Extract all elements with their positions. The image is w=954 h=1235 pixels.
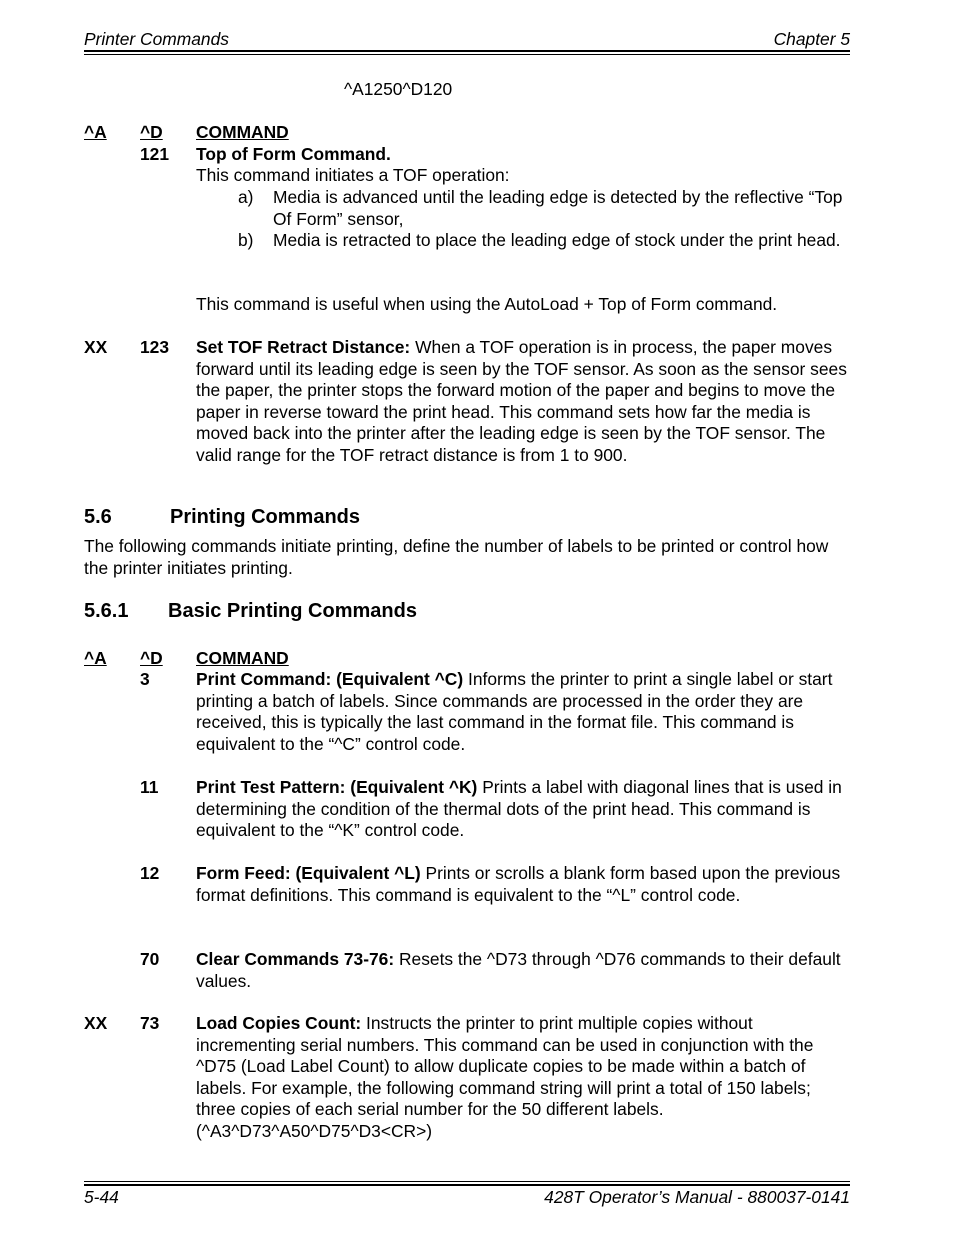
- cmd-73-code: 73: [140, 1013, 160, 1033]
- cmd-3-code: 3: [140, 669, 150, 689]
- cmd-121-item-a-letter: a): [238, 187, 254, 207]
- cmd-121-item-a-text: Media is advanced until the leading edge is detected by the reflective “Top Of Form” sensor,: [273, 187, 843, 229]
- col-command-header: COMMAND: [196, 122, 289, 142]
- cmd-123-title: Set TOF Retract Distance:: [196, 337, 411, 357]
- section-5-6-text: The following commands initiate printing, define the number of labels to be printed or control how the printer initiates printing.: [84, 536, 829, 578]
- col-a-header: ^A: [84, 122, 107, 142]
- cmd-70-title: Clear Commands 73-76:: [196, 949, 395, 969]
- cmd-121-item-b-text: Media is retracted to place the leading edge of stock under the print head.: [273, 230, 841, 250]
- cmd-123-code: 123: [140, 337, 170, 357]
- cmd-70-code: 70: [140, 949, 160, 969]
- footer-rule: [84, 1184, 850, 1186]
- table2-col-command-header: COMMAND: [196, 648, 289, 668]
- section-5-6-number: 5.6: [84, 506, 112, 528]
- cmd-3-title: Print Command: (Equivalent ^C): [196, 669, 464, 689]
- col-d-header: ^D: [140, 122, 163, 142]
- cmd-121-item-b-letter: b): [238, 230, 254, 250]
- header-right: Chapter 5: [773, 29, 850, 49]
- cmd-11-title: Print Test Pattern: (Equivalent ^K): [196, 777, 478, 797]
- cmd-121-intro: This command initiates a TOF operation:: [196, 165, 510, 185]
- footer-rule-thin: [84, 1181, 850, 1182]
- section-5-6-1-title: Basic Printing Commands: [168, 600, 417, 622]
- cmd-123-text: When a TOF operation is in process, the paper moves forward until its leading edge is seen by the TOF sensor. As soon as the sensor sees the paper, the printer stops the forward motion of the paper and begins to move the paper in reverse toward the print head. This command sets how far the media is moved back into the printer after the leading edge is seen by the TOF sensor. The valid range for the TOF retract distance is from 1 to 900.: [196, 337, 847, 465]
- cmd-123-desc: [196, 337, 852, 466]
- header-left: Printer Commands: [84, 29, 229, 49]
- cmd-121-title: Top of Form Command.: [196, 144, 391, 164]
- cmd-121-note: This command is useful when using the AutoLoad + Top of Form command.: [196, 294, 778, 314]
- header-rule: [84, 50, 850, 52]
- cmd-11-desc: [196, 777, 852, 842]
- cmd-12-title: Form Feed: (Equivalent ^L): [196, 863, 421, 883]
- cmd-11-text: Prints a label with diagonal lines that is used in determining the condition of the thermal dots of the print head. This command is equivalent to the “^K” control code.: [196, 777, 842, 840]
- cmd-12-desc: [196, 863, 852, 906]
- table2-col-a-header: ^A: [84, 648, 107, 668]
- cmd-12-text: Prints or scrolls a blank form based upon the previous format definitions. This command is equivalent to the “^L” control code.: [196, 863, 841, 905]
- cmd-70-desc: [196, 949, 852, 992]
- cmd-121-code: 121: [140, 144, 170, 164]
- cmd-123-a: XX: [84, 337, 108, 357]
- cmd-11-code: 11: [140, 777, 159, 797]
- cmd-3-text: Informs the printer to print a single label or start printing a batch of labels. Since commands are processed in the order they are received, this is typically the last command in the format file. This command is equivalent to the “^C” control code.: [196, 669, 833, 754]
- cmd-73-desc: [196, 1013, 852, 1142]
- cmd-70-text: Resets the ^D73 through ^D76 commands to their default values.: [196, 949, 841, 991]
- footer-manual-title: 428T Operator’s Manual - 880037-0141: [544, 1187, 850, 1207]
- header-rule-thin: [84, 54, 850, 55]
- footer-page-number: 5-44: [84, 1187, 119, 1207]
- cmd-3-desc: [196, 669, 852, 755]
- table2-col-d-header: ^D: [140, 648, 163, 668]
- cmd-12-code: 12: [140, 863, 160, 883]
- cmd-73-text: Instructs the printer to print multiple copies without incrementing serial numbers. This command can be used in conjunction with the ^D75 (Load Label Count) to allow duplicate copies to be made within a batch of labels. For example, the following command string will print a total of 150 labels; three copies of each serial number for the 50 different labels. (^A3^D73^A50^D75^D3<CR>): [196, 1013, 814, 1141]
- example-command: ^A1250^D120: [344, 79, 453, 99]
- cmd-73-a: XX: [84, 1013, 108, 1033]
- section-5-6-title: Printing Commands: [170, 506, 361, 528]
- section-5-6-1-number: 5.6.1: [84, 600, 129, 622]
- cmd-73-title: Load Copies Count:: [196, 1013, 362, 1033]
